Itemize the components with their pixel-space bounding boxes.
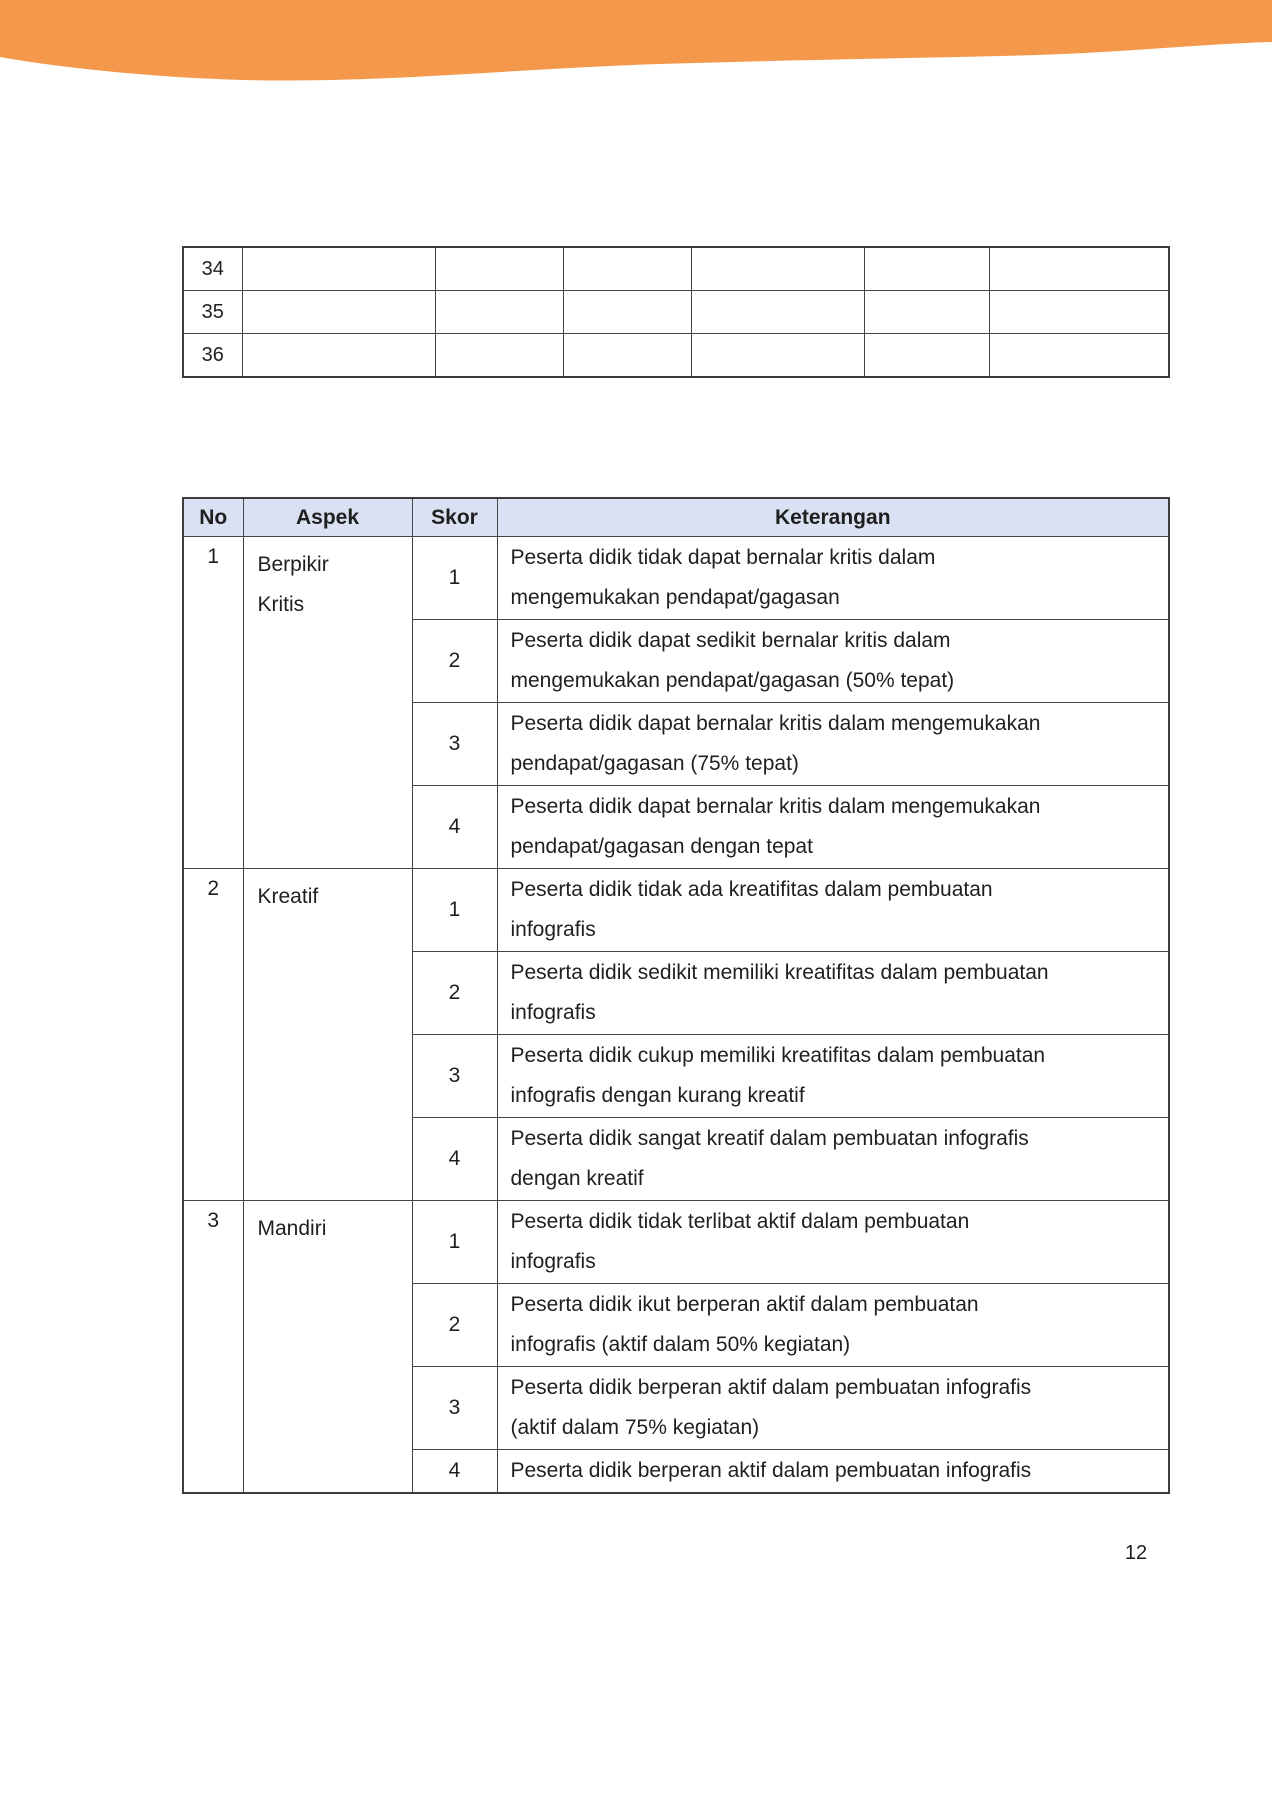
no-cell: 1 <box>183 537 243 869</box>
keterangan-line: Peserta didik ikut berperan aktif dalam pembuatan <box>510 1293 979 1316</box>
keterangan-line: mengemukakan pendapat/gagasan <box>510 586 840 609</box>
table-row <box>183 247 1169 291</box>
keterangan-line: (aktif dalam 75% kegiatan) <box>510 1416 760 1439</box>
keterangan-line: infografis <box>510 1250 596 1273</box>
keterangan-cell <box>497 869 1169 952</box>
no-cell: 2 <box>183 869 243 1201</box>
column-header-aspek: Aspek <box>243 498 412 537</box>
keterangan-line: infografis <box>510 1001 596 1024</box>
skor-cell: 1 <box>412 1201 497 1284</box>
score-table-grid <box>182 246 1170 378</box>
skor-cell: 3 <box>412 1367 497 1450</box>
aspek-line: Berpikir <box>257 553 329 576</box>
empty-cell <box>864 291 989 334</box>
keterangan-line: infografis <box>510 918 596 941</box>
skor-cell: 2 <box>412 952 497 1035</box>
keterangan-line: Peserta didik dapat bernalar kritis dalam mengemukakan <box>510 712 1041 735</box>
empty-cell <box>989 334 1169 378</box>
empty-cell <box>435 247 563 291</box>
page-number: 12 <box>1124 1542 1148 1564</box>
aspek-line: Mandiri <box>257 1217 327 1240</box>
keterangan-cell <box>497 537 1169 620</box>
skor-cell: 3 <box>412 1035 497 1118</box>
keterangan-cell <box>497 1367 1169 1450</box>
empty-cell <box>242 247 435 291</box>
keterangan-line: Peserta didik berperan aktif dalam pembuatan infografis <box>510 1376 1032 1399</box>
empty-cell <box>242 334 435 378</box>
keterangan-line: Peserta didik tidak terlibat aktif dalam pembuatan <box>510 1210 970 1233</box>
keterangan-line: mengemukakan pendapat/gagasan (50% tepat) <box>510 669 955 692</box>
empty-cell <box>242 291 435 334</box>
keterangan-cell <box>497 952 1169 1035</box>
row-number-cell: 34 <box>183 247 242 291</box>
skor-cell: 1 <box>412 869 497 952</box>
empty-cell <box>563 247 691 291</box>
rubric-row <box>183 537 1169 620</box>
keterangan-line: Peserta didik sangat kreatif dalam pembuatan infografis <box>510 1127 1029 1150</box>
keterangan-line: infografis dengan kurang kreatif <box>510 1084 805 1107</box>
table-row <box>183 291 1169 334</box>
skor-cell: 4 <box>412 1118 497 1201</box>
aspek-cell <box>243 537 412 869</box>
skor-cell: 2 <box>412 620 497 703</box>
skor-cell: 1 <box>412 537 497 620</box>
no-cell: 3 <box>183 1201 243 1494</box>
keterangan-cell <box>497 703 1169 786</box>
skor-cell: 4 <box>412 786 497 869</box>
column-header-no: No <box>183 498 243 537</box>
skor-cell: 3 <box>412 703 497 786</box>
skor-cell: 4 <box>412 1450 497 1494</box>
keterangan-cell <box>497 1284 1169 1367</box>
empty-cell <box>691 291 864 334</box>
keterangan-line: Peserta didik dapat sedikit bernalar kritis dalam <box>510 629 951 652</box>
keterangan-cell <box>497 786 1169 869</box>
row-number-cell: 35 <box>183 291 242 334</box>
empty-cell <box>563 291 691 334</box>
rubric-table <box>182 497 1170 1494</box>
column-header-skor: Skor <box>412 498 497 537</box>
empty-cell <box>691 247 864 291</box>
rubric-table-grid <box>182 497 1170 1494</box>
keterangan-cell <box>497 1450 1169 1494</box>
empty-cell <box>864 334 989 378</box>
empty-cell <box>864 247 989 291</box>
keterangan-line: Peserta didik tidak dapat bernalar kritis dalam <box>510 546 936 569</box>
header-wave-banner <box>0 0 1272 90</box>
keterangan-cell <box>497 1201 1169 1284</box>
empty-cell <box>563 334 691 378</box>
keterangan-cell <box>497 1035 1169 1118</box>
rubric-header-row <box>183 498 1169 537</box>
column-header-keterangan: Keterangan <box>497 498 1169 537</box>
aspek-line: Kreatif <box>257 885 319 908</box>
keterangan-line: dengan kreatif <box>510 1167 644 1190</box>
empty-cell <box>691 334 864 378</box>
skor-cell: 2 <box>412 1284 497 1367</box>
keterangan-line: pendapat/gagasan (75% tepat) <box>510 752 799 775</box>
rubric-row <box>183 1201 1169 1284</box>
keterangan-line: infografis (aktif dalam 50% kegiatan) <box>510 1333 851 1356</box>
row-number-cell: 36 <box>183 334 242 378</box>
keterangan-cell <box>497 620 1169 703</box>
keterangan-cell <box>497 1118 1169 1201</box>
keterangan-line: Peserta didik cukup memiliki kreatifitas dalam pembuatan <box>510 1044 1046 1067</box>
aspek-cell <box>243 869 412 1201</box>
aspek-line: Kritis <box>257 593 305 616</box>
keterangan-line: Peserta didik tidak ada kreatifitas dalam pembuatan <box>510 878 993 901</box>
score-table <box>182 246 1170 378</box>
aspek-cell <box>243 1201 412 1494</box>
empty-cell <box>989 291 1169 334</box>
keterangan-line: Peserta didik berperan aktif dalam pembuatan infografis <box>510 1459 1032 1482</box>
empty-cell <box>989 247 1169 291</box>
keterangan-line: Peserta didik sedikit memiliki kreatifitas dalam pembuatan <box>510 961 1049 984</box>
header-wave-shape <box>0 0 1272 81</box>
rubric-row <box>183 869 1169 952</box>
empty-cell <box>435 334 563 378</box>
keterangan-line: Peserta didik dapat bernalar kritis dalam mengemukakan <box>510 795 1041 818</box>
keterangan-line: pendapat/gagasan dengan tepat <box>510 835 813 858</box>
table-row <box>183 334 1169 378</box>
empty-cell <box>435 291 563 334</box>
